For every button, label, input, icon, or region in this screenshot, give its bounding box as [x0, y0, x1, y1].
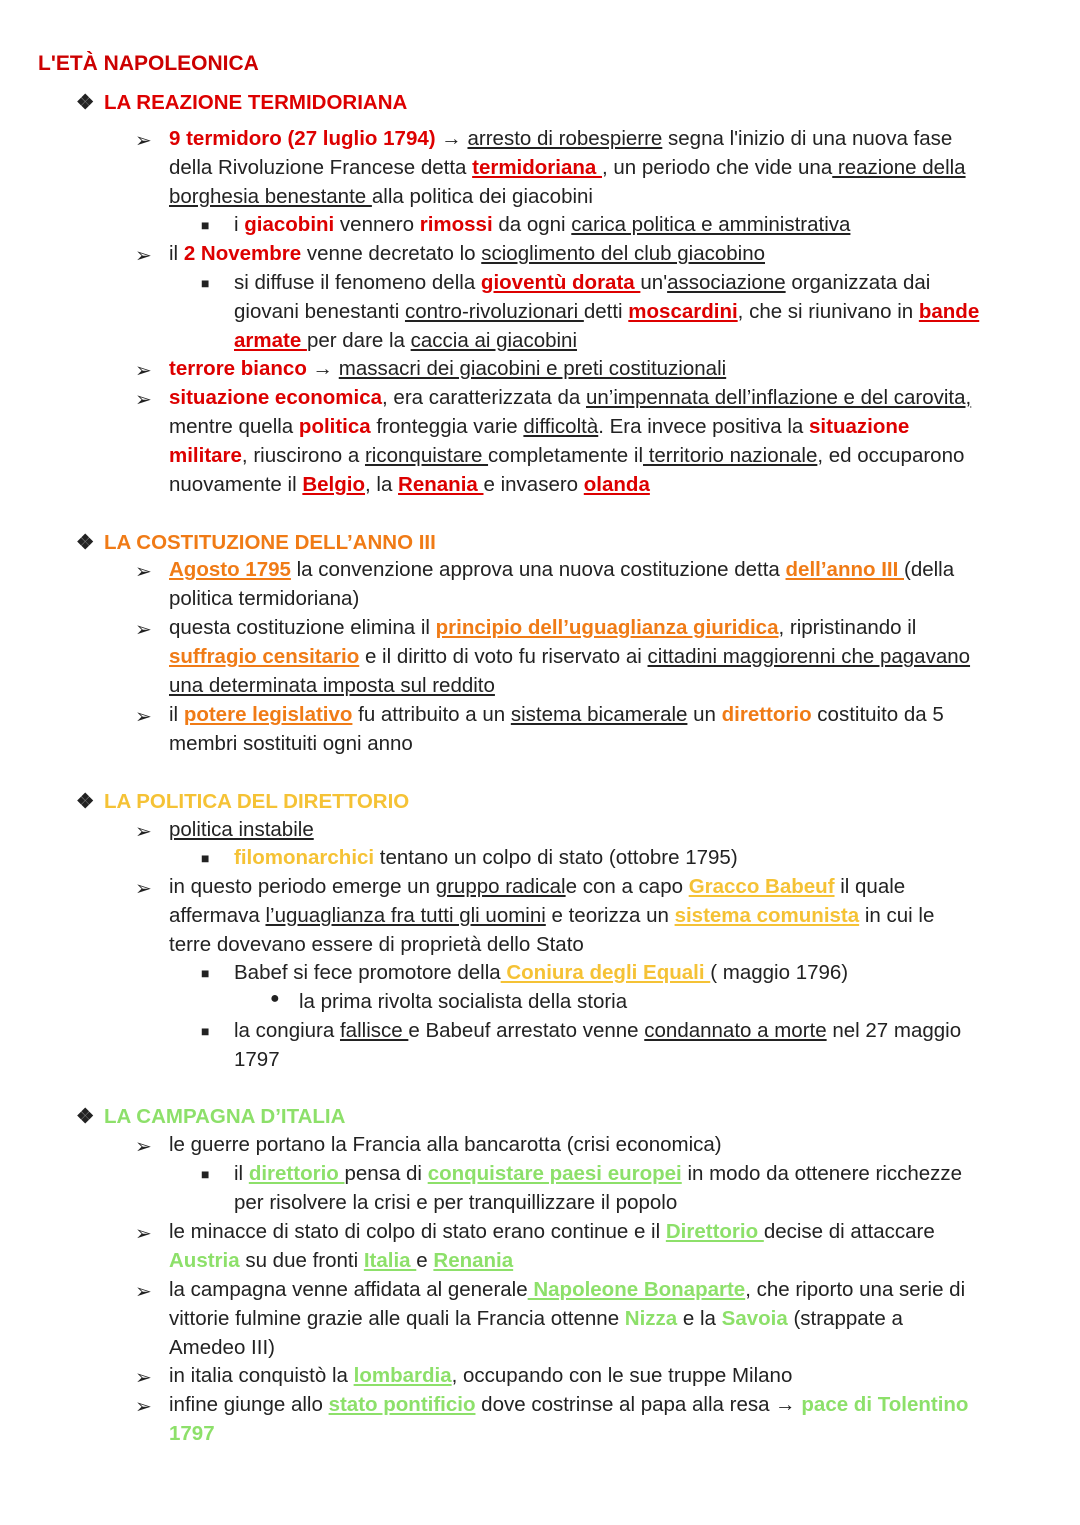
text-segment: mentre quella [169, 415, 299, 438]
text-segment: Agosto 1795 [169, 558, 291, 581]
text-segment: filomonarchici [234, 846, 375, 869]
text-segment: in modo da ottenere ricchezze [681, 1162, 963, 1185]
text-segment: moscardini [628, 300, 738, 323]
arrow-bullet-icon: ➢ [135, 389, 152, 411]
text-segment: alla politica dei giacobini [371, 185, 593, 208]
text-line [169, 730, 413, 758]
text-line [169, 1247, 513, 1275]
text-segment: giacobini [244, 213, 335, 236]
text-line [169, 1420, 215, 1448]
text-segment: le minacce di stato di colpo di stato erano continue e il [169, 1220, 666, 1243]
section-heading-reazione: ❖ LA REAZIONE TERMIDORIANA [76, 91, 408, 114]
text-segment: conquistare paesi europei [427, 1162, 682, 1185]
text-segment: 1797 [234, 1048, 280, 1071]
text-segment: fu attribuito a un [352, 703, 511, 726]
text-segment: 9 termidoro (27 luglio 1794) [169, 127, 436, 150]
text-segment: gioventù dorata [480, 271, 641, 294]
text-line [234, 327, 577, 355]
text-segment: e la [677, 1307, 722, 1330]
text-segment: la convenzione approva una nuova costituzione detta [290, 558, 786, 581]
text-segment: . Era invece positiva la [598, 415, 810, 438]
text-segment: , ripristinando il [778, 616, 917, 639]
text-segment: , era caratterizzata da [382, 386, 586, 409]
text-segment: suffragio censitario [169, 645, 360, 668]
arrow-bullet-icon: ➢ [135, 1136, 152, 1158]
text-segment: Gracco Babeuf [688, 875, 835, 898]
text-segment: direttorio [721, 703, 812, 726]
text-segment: militare [169, 444, 242, 467]
text-segment: situazione economica [169, 386, 383, 409]
text-segment: questa costituzione elimina il [169, 616, 436, 639]
text-line [169, 442, 964, 470]
text-segment: e teorizza un [545, 904, 675, 927]
text-segment: , che si riunivano in [737, 300, 919, 323]
text-segment: tentano un colpo di stato (ottobre 1795) [374, 846, 738, 869]
text-segment: , ed occuparono [817, 444, 965, 467]
square-bullet-icon: ■ [201, 850, 210, 866]
text-segment: principio dell’uguaglianza giuridica [435, 616, 779, 639]
text-segment: Amedeo III) [169, 1336, 275, 1359]
text-line [169, 902, 934, 930]
text-segment: , la [365, 473, 399, 496]
text-segment: in cui le [859, 904, 935, 927]
text-segment: Austria [169, 1249, 240, 1272]
text-segment: stato pontificio [328, 1393, 476, 1416]
text-segment: cittadini maggiorenni che pagavano [647, 645, 971, 668]
section-heading-campagna: ❖ LA CAMPAGNA D’ITALIA [76, 1105, 346, 1128]
text-segment: sistema comunista [674, 904, 860, 927]
text-segment: sistema bicamerale [510, 703, 688, 726]
text-segment: le guerre portano la Francia alla bancarotta (crisi economica) [169, 1133, 722, 1156]
text-segment: un' [640, 271, 668, 294]
arrow-bullet-icon: ➢ [135, 1396, 152, 1418]
arrow-bullet-icon: ➢ [135, 821, 152, 843]
text-segment: in questo periodo emerge un [169, 875, 436, 898]
page-title: L'ETÀ NAPOLEONICA [38, 52, 259, 75]
text-line [169, 701, 944, 729]
arrow-bullet-icon: ➢ [135, 1281, 152, 1303]
text-segment: il [234, 1162, 249, 1185]
text-segment: fronteggia varie [370, 415, 524, 438]
text-segment: armate [234, 329, 307, 352]
text-segment: arresto di robespierre [467, 127, 663, 150]
text-segment: detti [583, 300, 629, 323]
text-segment: fallisce [339, 1019, 409, 1042]
text-segment: 1797 [169, 1422, 215, 1445]
text-line [234, 959, 848, 987]
text-segment: , riuscirono a [241, 444, 365, 467]
text-segment: , un periodo che vide una [602, 156, 833, 179]
text-line [169, 413, 909, 441]
dot-bullet-icon: ● [270, 990, 280, 1007]
text-segment: vittorie fulmine grazie alle quali la Francia ottenne [169, 1307, 625, 1330]
text-segment: per risolvere la crisi e per tranquillizzare il popolo [234, 1191, 678, 1214]
text-segment: completamente il [488, 444, 644, 467]
text-line [234, 1046, 280, 1074]
text-segment: → [306, 357, 339, 380]
text-segment: della Rivoluzione Francese detta [169, 156, 473, 179]
section-heading-direttorio: ❖ LA POLITICA DEL DIRETTORIO [76, 790, 410, 813]
arrow-bullet-icon: ➢ [135, 561, 152, 583]
diamond-bullet-icon: ❖ [76, 531, 95, 554]
text-segment: scioglimento del club giacobino [481, 242, 766, 265]
text-line [234, 269, 930, 297]
text-segment: Babef si fece promotore della [234, 961, 501, 984]
text-segment: il quale [834, 875, 906, 898]
text-segment: Nizza [624, 1307, 678, 1330]
section-heading-costituzione: ❖ LA COSTITUZIONE DELL’ANNO III [76, 531, 436, 554]
text-line [169, 643, 970, 671]
text-segment: (della [904, 558, 955, 581]
text-segment: terre dovevano essere di proprietà dello Stato [169, 933, 584, 956]
text-segment: costituito da 5 [811, 703, 944, 726]
arrow-bullet-icon: ➢ [135, 619, 152, 641]
text-segment: potere legislativo [183, 703, 353, 726]
square-bullet-icon: ■ [201, 965, 210, 981]
text-segment: e [416, 1249, 434, 1272]
text-segment: massacri dei giacobini e preti costituzionali [338, 357, 727, 380]
text-line [234, 298, 979, 326]
text-line [169, 471, 650, 499]
text-segment: una determinata imposta sul reddito [169, 674, 495, 697]
text-line [169, 556, 954, 584]
text-segment: ( maggio 1796) [710, 961, 849, 984]
text-segment: su due fronti [239, 1249, 364, 1272]
text-line [169, 125, 952, 153]
text-segment: i [234, 213, 245, 236]
text-segment: termidoriana [472, 156, 602, 179]
text-segment: nuovamente il [169, 473, 303, 496]
diamond-bullet-icon: ❖ [76, 1105, 95, 1128]
text-segment: e invasero [483, 473, 584, 496]
text-segment: territorio nazionale [643, 444, 818, 467]
text-segment: politica instabile [169, 818, 314, 841]
text-segment: dell’anno III [785, 558, 904, 581]
arrow-bullet-icon: ➢ [135, 130, 152, 152]
text-segment: si diffuse il fenomeno della [234, 271, 481, 294]
text-line [169, 384, 971, 412]
text-segment: Coniura degli Equali [500, 961, 711, 984]
text-segment: associazione [667, 271, 786, 294]
text-segment: reazione della [832, 156, 966, 179]
text-segment: membri sostituiti ogni anno [169, 732, 413, 755]
text-segment: Renania [433, 1249, 514, 1272]
text-segment: rimossi [419, 213, 493, 236]
text-line [169, 585, 359, 613]
text-line [169, 816, 314, 844]
text-line [169, 1362, 792, 1390]
text-line [169, 931, 584, 959]
diamond-bullet-icon: ❖ [76, 790, 95, 813]
text-segment: , occupando con le sue truppe Milano [451, 1364, 793, 1387]
text-segment: borghesia benestante [169, 185, 372, 208]
square-bullet-icon: ■ [201, 1023, 210, 1039]
text-segment: (strappate a [787, 1307, 903, 1330]
text-segment: olanda [583, 473, 650, 496]
text-line [169, 1218, 935, 1246]
text-segment: Belgio [302, 473, 365, 496]
text-line [169, 1276, 965, 1304]
text-line [234, 1017, 961, 1045]
text-segment: e Babeuf arrestato venne [408, 1019, 645, 1042]
text-segment: in italia conquistò la [169, 1364, 354, 1387]
text-segment: caccia ai giacobini [410, 329, 578, 352]
text-segment: l’uguaglianza fra tutti gli uomini [265, 904, 546, 927]
text-segment: la congiura [234, 1019, 340, 1042]
square-bullet-icon: ■ [201, 1166, 210, 1182]
text-segment: 2 Novembre [183, 242, 302, 265]
text-segment: difficoltà [523, 415, 599, 438]
text-segment: pace di Tolentino [801, 1393, 969, 1416]
text-segment: vennero [334, 213, 420, 236]
text-segment: per dare la [306, 329, 411, 352]
arrow-bullet-icon: ➢ [135, 706, 152, 728]
text-segment: un’impennata dell’inflazione e del carovita, [586, 386, 972, 409]
text-segment: infine giunge allo [169, 1393, 329, 1416]
text-segment: venne decretato lo [301, 242, 482, 265]
text-line [169, 240, 765, 268]
text-segment: Savoia [721, 1307, 788, 1330]
text-line [169, 873, 905, 901]
text-segment: nel 27 maggio [826, 1019, 962, 1042]
text-segment: da ogni [492, 213, 572, 236]
text-segment: decise di attaccare [763, 1220, 935, 1243]
text-segment: dove costrinse al papa alla resa → [475, 1393, 802, 1416]
text-segment: un [687, 703, 722, 726]
text-segment: politica termidoriana) [169, 587, 360, 610]
text-line [169, 355, 726, 383]
text-segment: riconquistare [364, 444, 489, 467]
text-line [169, 614, 916, 642]
text-segment: la prima rivolta socialista della storia [299, 990, 628, 1013]
text-segment: gruppo radical [435, 875, 566, 898]
text-line [234, 1160, 962, 1188]
text-segment: giovani benestanti [234, 300, 405, 323]
square-bullet-icon: ■ [201, 275, 210, 291]
text-segment: bande [918, 300, 980, 323]
square-bullet-icon: ■ [201, 217, 210, 233]
text-segment: pensa di [344, 1162, 428, 1185]
text-segment: situazione [809, 415, 910, 438]
arrow-bullet-icon: ➢ [135, 360, 152, 382]
text-line [169, 1305, 903, 1333]
text-segment: il [169, 242, 184, 265]
text-line [169, 183, 593, 211]
arrow-bullet-icon: ➢ [135, 878, 152, 900]
text-segment: la campagna venne affidata al generale [169, 1278, 528, 1301]
text-segment: , che riporto una serie di [745, 1278, 966, 1301]
text-line [169, 672, 495, 700]
arrow-bullet-icon: ➢ [135, 1367, 152, 1389]
text-segment: → [435, 127, 468, 150]
text-segment: carica politica e amministrativa [571, 213, 851, 236]
text-segment: e con a capo [565, 875, 689, 898]
text-line [169, 1334, 275, 1362]
arrow-bullet-icon: ➢ [135, 1223, 152, 1245]
text-segment: lombardia [353, 1364, 452, 1387]
text-segment: Direttorio [665, 1220, 764, 1243]
text-segment: politica [298, 415, 371, 438]
text-segment: contro-rivoluzionari [404, 300, 584, 323]
text-line [299, 988, 627, 1016]
diamond-bullet-icon: ❖ [76, 91, 95, 114]
text-segment: condannato a morte [644, 1019, 827, 1042]
text-segment: organizzata dai [785, 271, 931, 294]
text-line [234, 844, 738, 872]
text-segment: Napoleone Bonaparte [527, 1278, 746, 1301]
text-line [169, 154, 966, 182]
text-segment: terrore bianco [169, 357, 307, 380]
text-line [234, 211, 850, 239]
arrow-bullet-icon: ➢ [135, 245, 152, 267]
text-line [169, 1131, 722, 1159]
text-segment: affermava [169, 904, 266, 927]
text-segment: il [169, 703, 184, 726]
text-segment: Italia [363, 1249, 417, 1272]
text-line [169, 1391, 968, 1419]
text-line [234, 1189, 677, 1217]
text-segment: e il diritto di voto fu riservato ai [359, 645, 648, 668]
text-segment: segna l'inizio di una nuova fase [662, 127, 953, 150]
text-segment: Renania [398, 473, 484, 496]
text-segment: direttorio [248, 1162, 345, 1185]
